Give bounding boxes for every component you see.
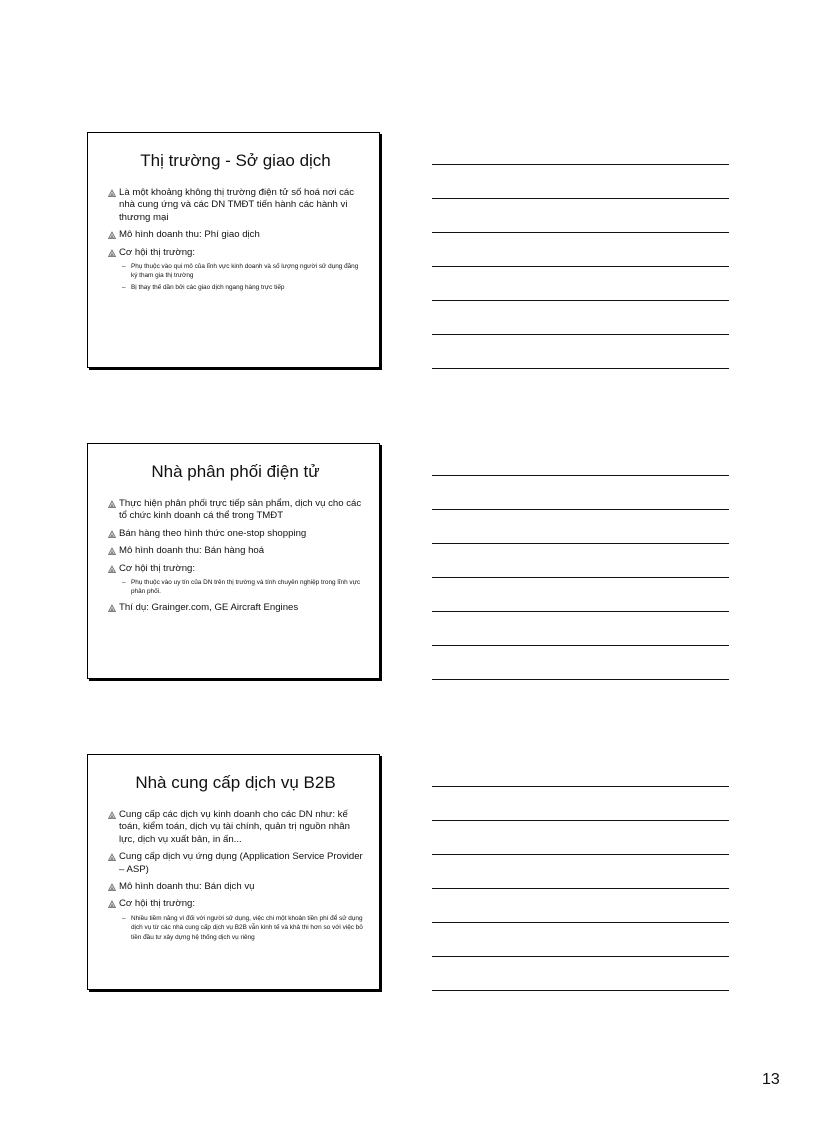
dash-icon: – <box>122 263 126 271</box>
note-line <box>432 611 729 612</box>
bullet-icon <box>108 231 116 239</box>
bullet-text: Cơ hội thị trường: <box>119 246 196 258</box>
note-line <box>432 164 729 165</box>
bullet-item <box>108 851 363 876</box>
bullet-text: Thực hiện phân phối trực tiếp sản phẩm, dịch vụ cho các tổ chức kinh doanh cá thể trong TMĐT <box>119 498 362 522</box>
sub-bullet-item <box>119 262 363 281</box>
bullet-icon <box>108 565 116 573</box>
slide-3 <box>87 754 380 990</box>
sub-bullet-item <box>119 914 363 942</box>
note-line <box>432 854 729 855</box>
note-line <box>432 679 729 680</box>
bullet-item <box>108 498 363 523</box>
bullet-text: Là một khoảng không thị trường điện tử số hoá nơi các nhà cung ứng và các DN TMĐT tiến hành các hành vi thương mại <box>119 187 355 223</box>
bullet-icon <box>108 249 116 257</box>
bullet-item <box>108 545 363 557</box>
bullet-text: Cung cấp các dịch vụ kinh doanh cho các DN như: kế toán, kiểm toán, dịch vụ tài chính, quản trị nguồn nhân lực, dịch vụ xuất bản, in ấn... <box>119 809 350 845</box>
sub-bullet-text: Bị thay thế dần bởi các giao dịch ngang hàng trực tiếp <box>131 283 285 291</box>
sub-bullet-list <box>119 578 363 597</box>
note-line <box>432 888 729 889</box>
bullet-text: Thí dụ: Grainger.com, GE Aircraft Engines <box>119 601 299 613</box>
bullet-icon <box>108 189 116 197</box>
note-line <box>432 475 729 476</box>
sub-bullet-text: Phụ thuộc vào qui mô của lĩnh vực kinh doanh và số lượng người sử dụng đăng ký tham gia thị trường <box>131 263 359 280</box>
bullet-icon <box>108 900 116 908</box>
note-line <box>432 543 729 544</box>
sub-bullet-item <box>119 578 363 597</box>
bullet-text: Bán hàng theo hình thức one-stop shopping <box>119 527 307 539</box>
bullet-item <box>108 247 363 293</box>
bullet-icon <box>108 530 116 538</box>
note-line <box>432 198 729 199</box>
dash-icon: – <box>122 579 126 587</box>
bullet-list <box>108 187 363 292</box>
bullet-list <box>108 809 363 942</box>
bullet-text: Cơ hội thị trường: <box>119 898 196 910</box>
dash-icon: – <box>122 283 126 291</box>
bullet-item <box>108 809 363 846</box>
sub-bullet-item <box>119 283 363 292</box>
note-line <box>432 922 729 923</box>
bullet-text: Mô hình doanh thu: Phí giao dịch <box>119 229 260 241</box>
page-number: 13 <box>762 1071 780 1088</box>
dash-icon: – <box>122 914 126 922</box>
note-line <box>432 334 729 335</box>
slide-title: Nhà cung cấp dịch vụ B2B <box>135 773 336 792</box>
note-line <box>432 820 729 821</box>
sub-bullet-text: Phụ thuộc vào uy tín của DN trên thị trường và tính chuyên nghiệp trong lĩnh vực phân phối. <box>131 579 361 596</box>
bullet-text: Mô hình doanh thu: Bán hàng hoá <box>119 545 265 557</box>
slide-title: Nhà phân phối điện tử <box>151 462 320 481</box>
bullet-item <box>108 563 363 597</box>
slide-1 <box>87 132 380 368</box>
bullet-list <box>108 498 363 614</box>
bullet-item <box>108 528 363 540</box>
bullet-item <box>108 187 363 224</box>
bullet-item <box>108 881 363 893</box>
bullet-item <box>108 898 363 942</box>
bullet-icon <box>108 547 116 555</box>
note-line <box>432 509 729 510</box>
slide-2 <box>87 443 380 679</box>
note-line <box>432 368 729 369</box>
bullet-item <box>108 229 363 241</box>
sub-bullet-list <box>119 914 363 942</box>
note-line <box>432 266 729 267</box>
bullet-icon <box>108 811 116 819</box>
bullet-text: Cung cấp dịch vụ ứng dụng (Application Service Provider – ASP) <box>119 851 363 875</box>
note-line <box>432 232 729 233</box>
slide-title: Thị trường - Sở giao dịch <box>140 151 331 170</box>
note-line <box>432 645 729 646</box>
note-line <box>432 786 729 787</box>
note-line <box>432 577 729 578</box>
note-line <box>432 990 729 991</box>
bullet-icon <box>108 853 116 861</box>
bullet-icon <box>108 500 116 508</box>
bullet-item <box>108 602 363 614</box>
note-line <box>432 956 729 957</box>
note-line <box>432 300 729 301</box>
bullet-text: Mô hình doanh thu: Bán dịch vụ <box>119 881 255 893</box>
bullet-icon <box>108 883 116 891</box>
sub-bullet-list <box>119 262 363 292</box>
bullet-text: Cơ hội thị trường: <box>119 562 196 574</box>
bullet-icon <box>108 604 116 612</box>
sub-bullet-text: Nhiều tiềm năng vì đối với người sử dụng, việc chi một khoản tiền phí để sử dụng dịch vụ từ các nhà cung cấp dịch vụ B2B vẫn kinh tế và khả thi hơn so với việc bỏ tiền đầu tư xây dựng hệ thống dịch vụ riêng <box>131 914 363 941</box>
